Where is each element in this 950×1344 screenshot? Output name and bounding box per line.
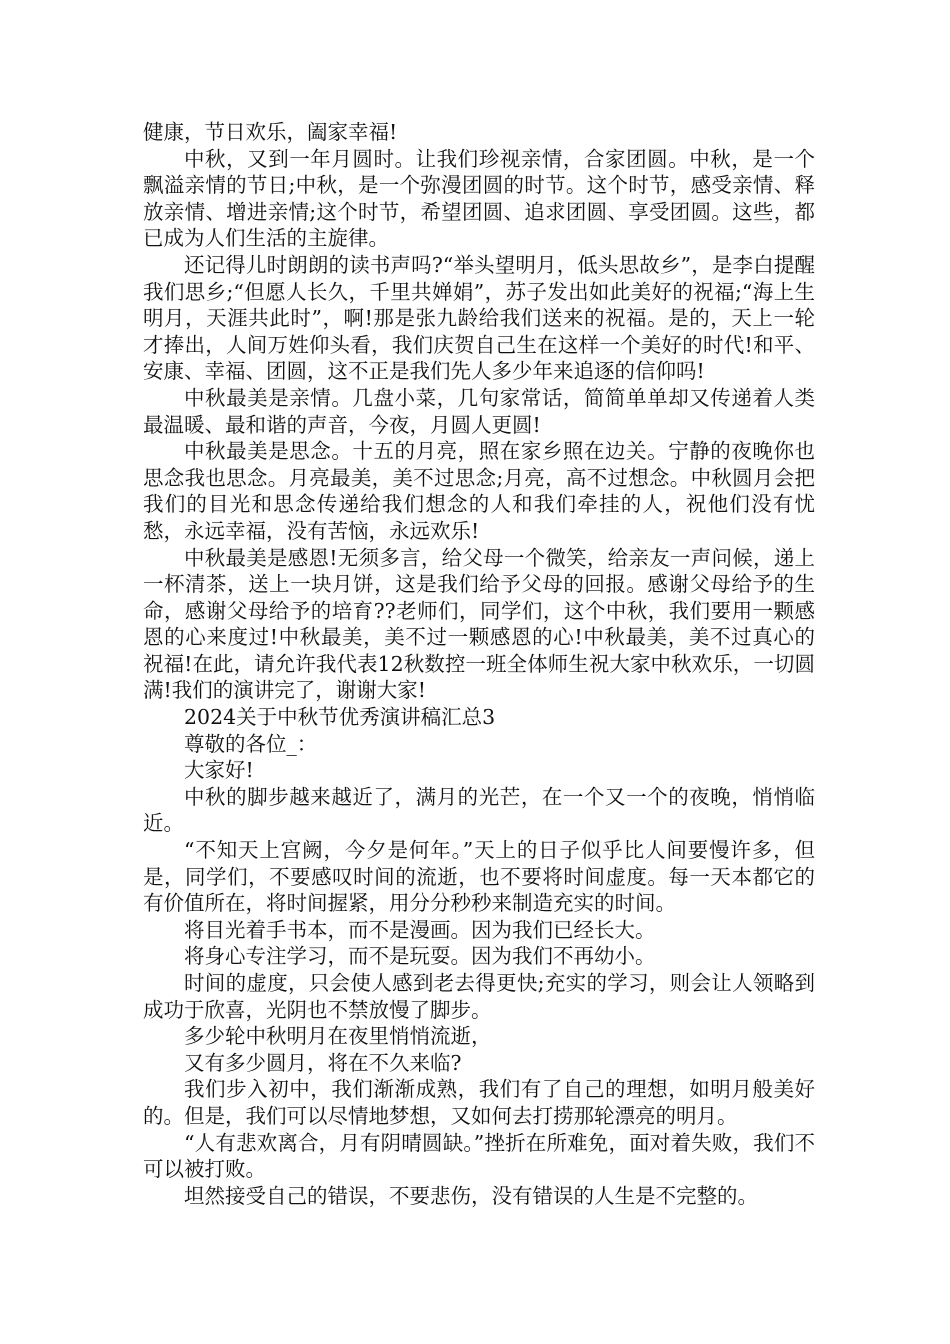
paragraph: 中秋，又到一年月圆时。让我们珍视亲情，合家团圆。中秋，是一个飘溢亲情的节日;中秋，是一个弥漫团圆的时节。这个时节，感受亲情、释放亲情、增进亲情;这个时节，希望团圆、追求团圆、享受团圆。这些，都已成为人们生活的主旋律。: [143, 146, 815, 251]
paragraph: 又有多少圆月，将在不久来临?: [184, 1050, 462, 1075]
section-heading: 2024关于中秋节优秀演讲稿汇总3: [184, 705, 496, 730]
paragraph: 中秋的脚步越来越近了，满月的光芒，在一个又一个的夜晚，悄悄临近。: [143, 784, 815, 836]
paragraph: “人有悲欢离合，月有阴晴圆缺。”挫折在所难免，面对着失败，我们不可以被打败。: [143, 1130, 815, 1182]
salutation: 尊敬的各位_：: [184, 731, 318, 756]
paragraph: 还记得儿时朗朗的读书声吗?“举头望明月，低头思故乡”，是李白提醒我们思乡;“但愿人长久，千里共婵娟”，苏子发出如此美好的祝福;“海上生明月，天涯共此时”，啊!那是张九龄给我们送来的祝福。是的，天上一轮才捧出，人间万姓仰头看，我们庆贺自己生在这样一个美好的时代!和平、安康、幸福、团圆，这不正是我们先人多少年来追逐的信仰吗!: [143, 252, 815, 384]
paragraph: 健康，节日欢乐，阖家幸福!: [143, 120, 398, 144]
paragraph: 我们步入初中，我们渐渐成熟，我们有了自己的理想，如明月般美好的。但是，我们可以尽情地梦想，又如何去打捞那轮漂亮的明月。: [143, 1077, 815, 1128]
paragraph: “不知天上宫阙，今夕是何年。”天上的日子似乎比人间要慢许多，但是，同学们，不要感叹时间的流逝，也不要将时间虚度。每一天本都它的有价值所在，将时间握紧，用分分秒秒来制造充实的时间。: [143, 838, 815, 916]
paragraph: 坦然接受自己的错误，不要悲伤，没有错误的人生是不完整的。: [184, 1183, 758, 1208]
paragraph: 将目光着手书本，而不是漫画。因为我们已经长大。: [184, 917, 656, 942]
greeting: 大家好!: [184, 758, 254, 783]
paragraph: 中秋最美是思念。十五的月亮，照在家乡照在边关。宁静的夜晚你也思念我也思念。月亮最美，美不过思念;月亮，高不过想念。中秋圆月会把我们的目光和思念传递给我们想念的人和我们牵挂的人，祝他们没有忧愁，永远幸福，没有苦恼，永远欢乐!: [143, 439, 815, 543]
paragraph: 多少轮中秋明月在夜里悄悄流逝，: [184, 1024, 492, 1049]
paragraph: 将身心专注学习，而不是玩耍。因为我们不再幼小。: [184, 944, 656, 969]
paragraph: 中秋最美是感恩!无须多言，给父母一个微笑，给亲友一声问候，递上一杯清茶，送上一块月饼，这是我们给予父母的回报。感谢父母给予的生命，感谢父母给予的培育??老师们，同学们，这个中秋，我们要用一颗感恩的心来度过!中秋最美，美不过一颗感恩的心!中秋最美，美不过真心的祝福!在此，请允许我代表12秋数控一班全体师生祝大家中秋欢乐，一切圆满!我们的演讲完了，谢谢大家!: [143, 545, 815, 703]
document-page: [143, 119, 815, 1209]
paragraph: 中秋最美是亲情。几盘小菜，几句家常话，简简单单却又传递着人类最温暖、最和谐的声音，今夜，月圆人更圆!: [143, 385, 815, 437]
paragraph: 时间的虚度，只会使人感到老去得更快;充实的学习，则会让人领略到成功于欣喜，光阴也不禁放慢了脚步。: [143, 971, 815, 1022]
